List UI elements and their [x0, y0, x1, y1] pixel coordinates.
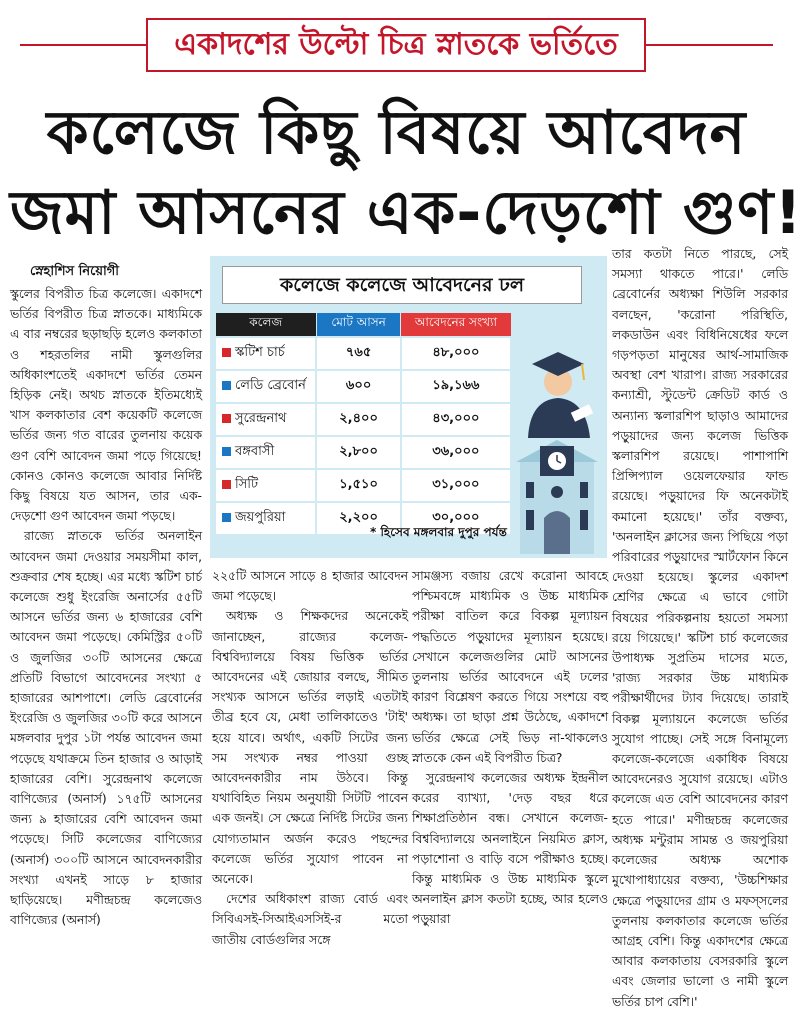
- red-square-marker-icon: [222, 348, 231, 357]
- seat-count: ২,২০০: [316, 502, 400, 535]
- paragraph: অধ্যক্ষ ও শিক্ষকদের অনেকেই জানাচ্ছেন, রাজ্যের কলেজ-বিশ্ববিদ্যালয়ে বিষয় ভিত্তিক ভর্তির আবেদনের এই জোয়ার বলছে, সীমিত সংখ্যক আসনে ভর্তির লড়াই এতটাই তীব্র হবে যে, মেধা তালিকাতেও 'টাই' হয়ে যাবে। অর্থাৎ, একটি সিটের জন্য সম সংখ্যক নম্বর পাওয়া গুচ্ছ আবেদনকারীর নাম উঠবে। কিন্তু যথাবিহিত নিয়ম অনুযায়ী সিটটি পাবেন এক জনই। সে ক্ষেত্রে নির্দিষ্ট সিটের জন্য যোগ্যতামান অর্জন করেও পছন্দের কলেজে ভর্তির সুযোগ পাবেন না অনেকে।: [212, 609, 408, 887]
- application-count: ১৯,১৬৬: [401, 370, 511, 403]
- table-row: [215, 403, 511, 436]
- college-name: বঙ্গবাসী: [235, 443, 275, 459]
- red-square-marker-icon: [222, 480, 231, 489]
- paragraph: স্কুলের বিপরীত চিত্র কলেজে। একাদশে ভর্তির বিপরীত চিত্র স্নাতকে। মাধ্যমিকে এ বার নম্বরের ছড়াছড়ি হলেও কলকাতা ও শহরতলির নামী স্কুলগুলির অধিকাংশতেই একাদশে ভর্তির তেমন হিড়িক নেই। অথচ স্নাতকে ইতিমধ্যেই খাস কলকাতার বেশ কয়েকটি কলেজে ভর্তির জন্য গত বারের তুলনায় কয়েক গুণ বেশি আবেদন জমা পড়ে গিয়েছে! কোনও কোনও কলেজে আবার নির্দিষ্ট কিছু বিষয়ে যত আসন, তার এক-দেড়শো গুণ আবেদন জমা পড়ছে।: [10, 287, 202, 524]
- paragraph: ২২৫টি আসনে সাড়ে ৪ হাজার আবেদন জমা পড়েছে।: [212, 569, 408, 604]
- college-name: লেডি ব্রেবোর্ন: [235, 377, 306, 393]
- table-row: [215, 469, 511, 502]
- blue-square-marker-icon: [222, 447, 231, 456]
- college-name: সুরেন্দ্রনাথ: [235, 410, 287, 426]
- kicker-banner: [0, 0, 793, 92]
- paragraph: সামঞ্জস্য বজায় রেখে করোনা আবহে পশ্চিমবঙ্গে মাধ্যমিক ও উচ্চ মাধ্যমিক পরীক্ষা বাতিল করে বিকল্প মূল্যায়ন পদ্ধতিতে পড়ুয়াদের মূল্যায়ন হয়েছে। সেখানে কলেজগুলির মোট আসনের তুলনায় ভর্তির আবেদনে এই ঢলের কারণ বিশ্লেষণ করতে গিয়ে সংশয়ে বহু অধ্যক্ষ। তা ছাড়া প্রশ্ন উঠেছে, একাদশে ভর্তির ক্ষেত্রে সেই ভিড় না-থাকলেও স্নাতকে কেন এই বিপরীত চিত্র?: [412, 569, 608, 765]
- paragraph: দেশের অধিকাংশ রাজ্য বোর্ড এবং সিবিএসই-সিআইএসসিই-র মতো জাতীয় বোর্ডগুলির সঙ্গে: [212, 892, 408, 947]
- paragraph: তার কতটা নিতে পারছে, সেই সমস্যা থাকতে পারে।' লেডি ব্রেবোর্নের অধ্যক্ষা শিউলি সরকার বলছেন, 'করোনা পরিস্থিতি, লকডাউন এবং বিধিনিষেধের ফলে গড়পড়তা মানুষের আর্থ-সামাজিক অবস্থা বেশ খারাপ। রাজ্য সরকারের কন্যাশ্রী, স্টুডেন্ট ক্রেডিট কার্ড ও অন্যান্য স্কলারশিপ ছাড়াও আমাদের পড়ুয়াদের জন্য কলেজ ভিত্তিক স্কলারশিপ রয়েছে। পাশাপাশি প্রিন্সিপ্যাল ওয়েলফেয়ার ফান্ড রয়েছে। পড়ুয়াদের ফি অনেকটাই কমানো হয়েছে।' তাঁর বক্তব্য, 'অনলাইন ক্লাসের জন্য পিছিয়ে পড়া পরিবারের পড়ুয়াদের স্মার্টফোন কিনে দেওয়া হয়েছে। স্কুলের একাদশ শ্রেণির ক্ষেত্রে এ ভাবে গোটা বিষয়ের পরিকল্পনায় হয়তো সমস্যা রয়ে গিয়েছে।' স্কটিশ চার্চ কলেজের উপাধ্যক্ষ সুপ্রতিম দাসের মতে, 'রাজ্য সরকার উচ্চ মাধ্যমিক পরীক্ষার্থীদের ট্যাব দিয়েছে। তারাই বিকল্প মূল্যায়নে কলেজে ভর্তির সুযোগ পাচ্ছে। সেই সঙ্গে বিনামূল্যে কলেজে-কলেজে একাধিক বিষয়ে আবেদনেরও সুযোগ রয়েছে। এটাও কলেজে এত বেশি আবেদনের কারণ হতে পারে।' মণীন্দ্রচন্দ্র কলেজের অধ্যক্ষ মন্টুরাম সামন্ত ও জয়পুরিয়া কলেজের অধ্যক্ষ অশোক মুখোপাধ্যায়ের বক্তব্য, 'উচ্চশিক্ষার ক্ষেত্রে পড়ুয়াদের গ্রাম ও মফস্সলের তুলনায় কলকাতার কলেজে ভর্তির আগ্রহ বেশি। কিন্তু একাদশের ক্ষেত্রে আবার কলকাতায় বেসরকারি স্কুলে এবং জেলার ভালো ও নামী স্কুলে ভর্তির চাপ বেশি।': [612, 247, 788, 1009]
- application-count: ৪৮,০০০: [401, 337, 511, 370]
- kicker-rule-left: [20, 44, 146, 46]
- paragraph: সুরেন্দ্রনাথ কলেজের অধ্যক্ষ ইন্দ্রনীল করের ব্যাখ্যা, 'দেড় বছর ধরে শিক্ষাপ্রতিষ্ঠান বন্ধ। সেখানে কলেজ-বিশ্ববিদ্যালয়ে অনলাইনে নিয়মিত ক্লাস, পড়াশোনা ও বাড়ি বসে পরীক্ষাও হচ্ছে। কিন্তু মাধ্যমিক ও উচ্চ মাধ্যমিক স্কুলে অনলাইন ক্লাস কতটা হচ্ছে, আর হলেও পড়ুয়ারা: [412, 771, 608, 927]
- kicker-rule-right: [646, 44, 773, 46]
- college-name: জয়পুরিয়া: [235, 509, 286, 525]
- college-name: স্কটিশ চার্চ: [235, 344, 285, 360]
- table-row: [215, 337, 511, 370]
- seat-count: ৭৬৫: [316, 337, 400, 370]
- application-count: ৪৩,০০০: [401, 403, 511, 436]
- red-square-marker-icon: [222, 414, 231, 423]
- seat-count: ১,৫১০: [316, 469, 400, 502]
- kicker-text: একাদশের উল্টো চিত্র স্নাতকে ভর্তিতে: [146, 18, 646, 72]
- paragraph: রাজ্যে স্নাতকে ভর্তির অনলাইন আবেদন জমা দেওয়ার সময়সীমা কাল, শুক্রবার শেষ হচ্ছে। এর মধ্যে স্কটিশ চার্চ কলেজে শুধু ইংরেজি অনার্সের ৫৫টি আসনে ভর্তির জন্য ৬ হাজারের বেশি আবেদন জমা পড়েছে। কেমিস্ট্রির ৫০টি ও জুলজির ৩০টি আসনের ক্ষেত্রে প্রতিটি বিভাগে আবেদনের সংখ্যা ৫ হাজারের আশপাশে। লেডি ব্রেবোর্নের ইংরেজি ও জুলজির ৩০টি করে আসনে মঙ্গলবার দুপুর ১টা পর্যন্ত আবেদন জমা পড়েছে যথাক্রমে তিন হাজার ও আড়াই হাজারের বেশি। সুরেন্দ্রনাথ কলেজে বাণিজ্যের (অনার্স) ১৭৫টি আসনের জন্য ৯ হাজারের বেশি আবেদন জমা পড়েছে। সিটি কলেজের বাণিজ্যের (অনার্স) ৩০০টি আসনে আবেদনকারীর সংখ্যা এখনই সাড়ে ৮ হাজার ছাড়িয়েছে। মণীন্দ্রচন্দ্র কলেজেও বাণিজ্যের (অনার্স): [10, 529, 202, 928]
- byline: স্নেহাশিস নিয়োগী: [30, 264, 120, 279]
- info-graphic-box: [210, 256, 607, 558]
- header-seats: মোট আসন: [316, 313, 400, 337]
- article-column-3: [412, 566, 608, 927]
- application-count: ৩০,০০০: [401, 502, 511, 535]
- article-column-2: [212, 566, 408, 947]
- college-name: সিটি: [235, 476, 259, 492]
- table-row: [215, 370, 511, 403]
- table-row: [215, 436, 511, 469]
- blue-square-marker-icon: [222, 381, 231, 390]
- article-column-4: [612, 244, 788, 1009]
- headline-line-1: কলেজে কিছু বিষয়ে আবেদন: [46, 98, 747, 168]
- info-box-footnote: * হিসেব মঙ্গলবার দুপুর পর্যন্ত: [370, 525, 507, 539]
- applications-table: [214, 312, 512, 536]
- graduation-college-illustration-icon: [510, 342, 604, 554]
- application-count: ৩১,০০০: [401, 469, 511, 502]
- blue-square-marker-icon: [222, 513, 231, 522]
- header-college: কলেজ: [215, 313, 316, 337]
- article-column-1: [10, 284, 202, 928]
- info-box-title: কলেজে কলেজে আবেদনের ঢল: [222, 266, 582, 304]
- seat-count: ২,৪০০: [316, 403, 400, 436]
- application-count: ৩৬,০০০: [401, 436, 511, 469]
- header-applications: আবেদনের সংখ্যা: [401, 313, 511, 337]
- seat-count: ৬০০: [316, 370, 400, 403]
- seat-count: ২,৮০০: [316, 436, 400, 469]
- table-header-row: [215, 313, 511, 337]
- headline-line-2: জমা আসনের এক-দেড়শো গুণ!: [10, 178, 803, 248]
